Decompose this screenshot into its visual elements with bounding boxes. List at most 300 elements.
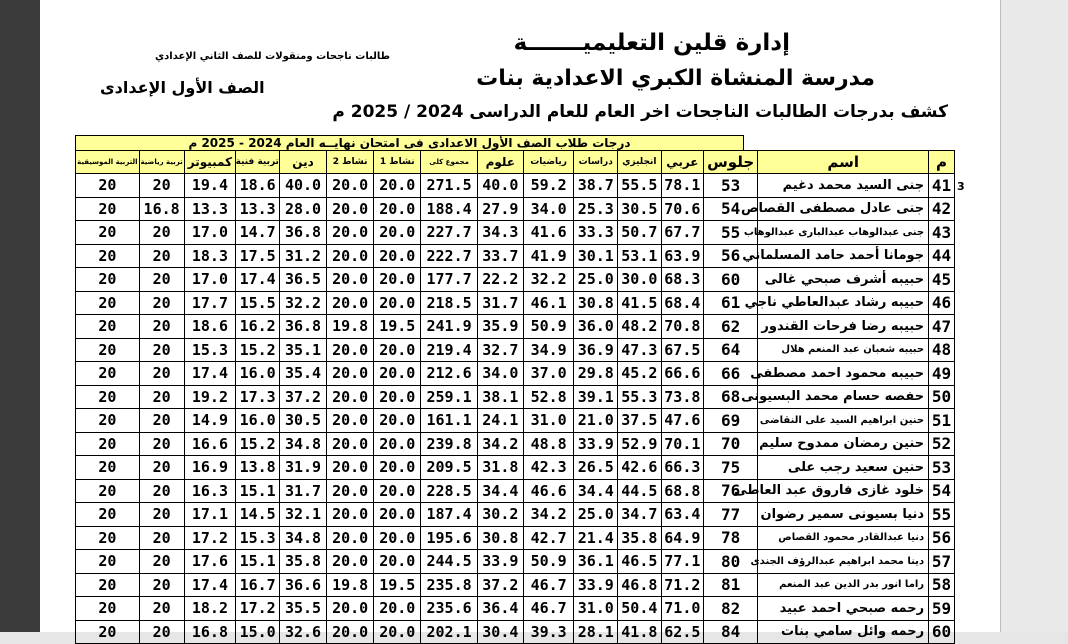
table-cell: 20 (139, 338, 184, 362)
table-cell: 20 (139, 362, 184, 386)
administration-heading: إدارة قلين التعليميـــــــة (513, 30, 790, 56)
table-cell: 64 (704, 338, 758, 362)
table-cell: 14.7 (236, 221, 280, 245)
table-cell: 20.0 (327, 503, 374, 527)
table-cell: 46.1 (523, 291, 574, 315)
table-cell: 259.1 (421, 385, 478, 409)
table-cell: 35.4 (279, 362, 326, 386)
table-row (76, 244, 955, 268)
table-cell: 20 (76, 550, 140, 574)
table-cell: 20.0 (374, 526, 421, 550)
table-cell: 30.4 (477, 620, 523, 644)
table-cell: 82 (704, 597, 758, 621)
table-cell: 70.1 (661, 432, 703, 456)
table-banner: درجات طلاب الصف الأول الاعدادى فى امتحان نهايــه العام 2024 - 2025 م (75, 135, 744, 150)
table-cell: 41.5 (618, 291, 662, 315)
student-name-cell: حنين سعيد رجب على (758, 456, 929, 480)
table-cell: 42.3 (523, 456, 574, 480)
table-cell: 20 (76, 597, 140, 621)
table-cell: 20.0 (327, 291, 374, 315)
table-cell: 20 (76, 432, 140, 456)
table-cell: 60 (704, 268, 758, 292)
table-cell: 35.8 (279, 550, 326, 574)
column-header: دين (279, 151, 326, 174)
student-name-cell: دنيا بسيونى سمير رضوان (758, 503, 929, 527)
table-row (76, 291, 955, 315)
column-header: اسم (758, 151, 929, 174)
table-cell: 161.1 (421, 409, 478, 433)
table-cell: 84 (704, 620, 758, 644)
table-cell: 70 (704, 432, 758, 456)
table-cell: 39.1 (574, 385, 618, 409)
table-cell: 37.2 (477, 573, 523, 597)
table-cell: 16.3 (184, 479, 236, 503)
table-cell: 20.0 (327, 456, 374, 480)
table-cell: 20.0 (327, 597, 374, 621)
table-cell: 13.8 (236, 456, 280, 480)
student-name-cell: راما انور بدر الدين عبد المنعم (758, 573, 929, 597)
table-cell: 17.3 (236, 385, 280, 409)
table-cell: 52.8 (523, 385, 574, 409)
table-cell: 80 (704, 550, 758, 574)
table-cell: 66.3 (661, 456, 703, 480)
table-cell: 54 (704, 197, 758, 221)
table-cell: 31.0 (523, 409, 574, 433)
column-header: مجموع كلى (421, 151, 478, 174)
table-cell: 20 (139, 503, 184, 527)
table-cell: 34.3 (477, 221, 523, 245)
table-cell: 50.9 (523, 550, 574, 574)
table-cell: 28.1 (574, 620, 618, 644)
table-cell: 17.4 (236, 268, 280, 292)
table-cell: 18.3 (184, 244, 236, 268)
table-cell: 27.9 (477, 197, 523, 221)
table-cell: 20.0 (327, 620, 374, 644)
table-cell: 34.2 (477, 432, 523, 456)
table-cell: 18.2 (184, 597, 236, 621)
table-cell: 55 (704, 221, 758, 245)
table-row (76, 221, 955, 245)
table-cell: 54 (929, 479, 955, 503)
table-cell: 20 (139, 550, 184, 574)
table-cell: 59.2 (523, 174, 574, 198)
column-header: جلوس (704, 151, 758, 174)
table-cell: 239.8 (421, 432, 478, 456)
table-cell: 34.8 (279, 526, 326, 550)
table-cell: 16.2 (236, 315, 280, 339)
table-cell: 30.8 (477, 526, 523, 550)
table-cell: 42.7 (523, 526, 574, 550)
table-cell: 47.6 (661, 409, 703, 433)
table-row (76, 573, 955, 597)
table-cell: 37.0 (523, 362, 574, 386)
table-cell: 42 (929, 197, 955, 221)
table-cell: 77.1 (661, 550, 703, 574)
table-cell: 20.0 (374, 620, 421, 644)
table-cell: 47 (929, 315, 955, 339)
table-row (76, 526, 955, 550)
student-name-cell: خلود غازى فاروق عبد العاطى (758, 479, 929, 503)
table-cell: 15.0 (236, 620, 280, 644)
table-cell: 21.4 (574, 526, 618, 550)
grade-label: الصف الأول الإعدادى (100, 78, 265, 97)
table-cell: 68 (704, 385, 758, 409)
column-header: رياضيات (523, 151, 574, 174)
table-row (76, 338, 955, 362)
table-cell: 20.0 (327, 244, 374, 268)
table-cell: 20 (139, 597, 184, 621)
table-cell: 16.0 (236, 362, 280, 386)
table-cell: 35.1 (279, 338, 326, 362)
student-name-cell: رحمه وائل سامي بنات (758, 620, 929, 644)
table-cell: 20 (76, 268, 140, 292)
table-cell: 49 (929, 362, 955, 386)
table-cell: 20 (139, 526, 184, 550)
table-cell: 30.5 (618, 197, 662, 221)
table-cell: 20 (76, 479, 140, 503)
table-cell: 20.0 (327, 432, 374, 456)
table-cell: 20 (139, 174, 184, 198)
table-cell: 15.3 (184, 338, 236, 362)
table-cell: 24.1 (477, 409, 523, 433)
table-cell: 241.9 (421, 315, 478, 339)
table-cell: 71.0 (661, 597, 703, 621)
table-cell: 20.0 (374, 244, 421, 268)
table-cell: 17.6 (184, 550, 236, 574)
table-cell: 20 (139, 221, 184, 245)
table-cell: 34.4 (477, 479, 523, 503)
table-cell: 227.7 (421, 221, 478, 245)
table-cell: 37.5 (618, 409, 662, 433)
table-cell: 46.8 (618, 573, 662, 597)
table-cell: 46 (929, 291, 955, 315)
table-cell: 64.9 (661, 526, 703, 550)
table-cell: 52.9 (618, 432, 662, 456)
table-cell: 68.4 (661, 291, 703, 315)
column-header: علوم (477, 151, 523, 174)
table-cell: 50.7 (618, 221, 662, 245)
table-cell: 33.9 (574, 432, 618, 456)
grades-table (75, 150, 955, 644)
table-cell: 61 (704, 291, 758, 315)
table-cell: 59 (929, 597, 955, 621)
student-name-cell: حبيبه أشرف صبحي غالى (758, 268, 929, 292)
table-cell: 17.1 (184, 503, 236, 527)
table-cell: 17.5 (236, 244, 280, 268)
table-cell: 36.0 (574, 315, 618, 339)
table-cell: 53 (929, 456, 955, 480)
table-cell: 19.5 (374, 573, 421, 597)
table-cell: 20 (76, 573, 140, 597)
table-cell: 21.0 (574, 409, 618, 433)
table-cell: 34.4 (574, 479, 618, 503)
table-cell: 20 (76, 385, 140, 409)
table-cell: 81 (704, 573, 758, 597)
table-cell: 46.6 (523, 479, 574, 503)
table-cell: 25.0 (574, 503, 618, 527)
table-cell: 20 (76, 197, 140, 221)
table-row (76, 503, 955, 527)
table-cell: 36.8 (279, 221, 326, 245)
table-cell: 20.0 (374, 456, 421, 480)
table-cell: 20 (76, 244, 140, 268)
table-cell: 69 (704, 409, 758, 433)
table-cell: 18.6 (184, 315, 236, 339)
table-cell: 52 (929, 432, 955, 456)
table-cell: 15.1 (236, 550, 280, 574)
table-cell: 20 (76, 409, 140, 433)
table-cell: 20.0 (327, 526, 374, 550)
table-cell: 271.5 (421, 174, 478, 198)
table-cell: 34.0 (523, 197, 574, 221)
table-cell: 20.0 (374, 550, 421, 574)
table-row (76, 550, 955, 574)
table-cell: 44 (929, 244, 955, 268)
table-cell: 188.4 (421, 197, 478, 221)
table-cell: 36.1 (574, 550, 618, 574)
table-cell: 20.0 (374, 174, 421, 198)
table-cell: 30.1 (574, 244, 618, 268)
student-name-cell: جومانا أحمد حامد المسلماني (758, 244, 929, 268)
table-cell: 62.5 (661, 620, 703, 644)
table-cell: 37.2 (279, 385, 326, 409)
table-cell: 16.0 (236, 409, 280, 433)
column-header: تربية رياضية (139, 151, 184, 174)
table-cell: 20.0 (327, 550, 374, 574)
student-name-cell: جنى السيد محمد دغيم (758, 174, 929, 198)
table-cell: 68.3 (661, 268, 703, 292)
table-cell: 177.7 (421, 268, 478, 292)
table-cell: 20 (76, 315, 140, 339)
table-cell: 20 (139, 244, 184, 268)
column-header: التربية الموسيقية (76, 151, 140, 174)
table-cell: 33.3 (574, 221, 618, 245)
table-cell: 30.8 (574, 291, 618, 315)
promotion-note: طالبات ناجحات ومنقولات للصف الثاني الإعدادي (155, 51, 391, 62)
table-cell: 17.4 (184, 362, 236, 386)
table-cell: 30.2 (477, 503, 523, 527)
table-cell: 44.5 (618, 479, 662, 503)
student-name-cell: حبيبه رشاد عبدالعاطي ناجي (758, 291, 929, 315)
table-cell: 29.8 (574, 362, 618, 386)
table-cell: 31.7 (477, 291, 523, 315)
table-row (76, 597, 955, 621)
table-cell: 15.2 (236, 432, 280, 456)
table-cell: 34.9 (523, 338, 574, 362)
table-cell: 33.9 (477, 550, 523, 574)
table-cell: 20 (139, 409, 184, 433)
table-cell: 20.0 (327, 174, 374, 198)
table-cell: 38.1 (477, 385, 523, 409)
table-cell: 34.8 (279, 432, 326, 456)
table-cell: 20 (139, 456, 184, 480)
table-cell: 41.9 (523, 244, 574, 268)
table-row (76, 409, 955, 433)
table-row (76, 432, 955, 456)
table-cell: 235.8 (421, 573, 478, 597)
table-cell: 244.5 (421, 550, 478, 574)
table-cell: 20.0 (374, 597, 421, 621)
table-cell: 20.0 (374, 197, 421, 221)
table-cell: 20.0 (327, 362, 374, 386)
table-cell: 20.0 (327, 221, 374, 245)
table-cell: 32.6 (279, 620, 326, 644)
table-cell: 16.9 (184, 456, 236, 480)
table-cell: 31.9 (279, 456, 326, 480)
report-title: كشف بدرجات الطالبات الناجحات اخر العام للعام الدراسى 2024 / 2025 م (332, 102, 948, 122)
table-cell: 46.7 (523, 597, 574, 621)
table-cell: 70.8 (661, 315, 703, 339)
table-cell: 50 (929, 385, 955, 409)
table-cell: 20 (139, 291, 184, 315)
table-cell: 58 (929, 573, 955, 597)
table-cell: 76 (704, 479, 758, 503)
table-cell: 20.0 (374, 221, 421, 245)
table-row (76, 385, 955, 409)
table-cell: 20 (76, 174, 140, 198)
document-page (40, 0, 1000, 642)
table-cell: 62 (704, 315, 758, 339)
table-cell: 78 (704, 526, 758, 550)
table-cell: 14.9 (184, 409, 236, 433)
table-cell: 43 (929, 221, 955, 245)
table-cell: 19.5 (374, 315, 421, 339)
table-cell: 202.1 (421, 620, 478, 644)
table-cell: 20.0 (374, 409, 421, 433)
table-cell: 20 (139, 573, 184, 597)
table-cell: 77 (704, 503, 758, 527)
table-cell: 36.8 (279, 315, 326, 339)
table-cell: 31.7 (279, 479, 326, 503)
table-cell: 15.1 (236, 479, 280, 503)
table-cell: 17.2 (184, 526, 236, 550)
table-cell: 20 (76, 338, 140, 362)
table-cell: 195.6 (421, 526, 478, 550)
table-row (76, 268, 955, 292)
table-cell: 63.4 (661, 503, 703, 527)
table-cell: 212.6 (421, 362, 478, 386)
table-cell: 55.5 (618, 174, 662, 198)
table-cell: 20.0 (374, 503, 421, 527)
table-cell: 42.6 (618, 456, 662, 480)
column-header: انجليزي (618, 151, 662, 174)
table-cell: 35.8 (618, 526, 662, 550)
table-cell: 15.5 (236, 291, 280, 315)
table-cell: 73.8 (661, 385, 703, 409)
table-row (76, 456, 955, 480)
table-cell: 20.0 (374, 479, 421, 503)
table-cell: 36.5 (279, 268, 326, 292)
column-header: نشاط 1 (374, 151, 421, 174)
table-cell: 56 (704, 244, 758, 268)
table-cell: 19.2 (184, 385, 236, 409)
student-name-cell: حبيبه شعبان عبد المنعم هلال (758, 338, 929, 362)
table-cell: 41.8 (618, 620, 662, 644)
table-cell: 17.0 (184, 268, 236, 292)
column-header: م (929, 151, 955, 174)
table-cell: 20 (139, 479, 184, 503)
table-cell: 63.9 (661, 244, 703, 268)
table-cell: 55.3 (618, 385, 662, 409)
student-name-cell: حنين ابراهيم السيد على النقاضى (758, 409, 929, 433)
table-cell: 14.5 (236, 503, 280, 527)
table-cell: 20.0 (327, 479, 374, 503)
column-header: تربية فنية (236, 151, 280, 174)
table-cell: 32.7 (477, 338, 523, 362)
student-name-cell: دينا محمد ابراهيم عبدالرؤف الجندى (758, 550, 929, 574)
student-name-cell: حنين رمضان ممدوح سليم (758, 432, 929, 456)
table-cell: 48 (929, 338, 955, 362)
table-cell: 20.0 (374, 385, 421, 409)
table-cell: 22.2 (477, 268, 523, 292)
table-row (76, 197, 955, 221)
table-cell: 33.9 (574, 573, 618, 597)
table-cell: 20 (139, 315, 184, 339)
table-cell: 56 (929, 526, 955, 550)
table-cell: 222.7 (421, 244, 478, 268)
right-frame (1000, 0, 1068, 632)
table-cell: 20.0 (327, 338, 374, 362)
table-cell: 25.3 (574, 197, 618, 221)
table-cell: 47.3 (618, 338, 662, 362)
table-cell: 19.8 (327, 315, 374, 339)
table-cell: 17.4 (184, 573, 236, 597)
table-cell: 16.8 (139, 197, 184, 221)
table-cell: 25.0 (574, 268, 618, 292)
table-cell: 67.7 (661, 221, 703, 245)
table-cell: 13.3 (236, 197, 280, 221)
table-cell: 20.0 (327, 385, 374, 409)
table-cell: 20.0 (374, 338, 421, 362)
table-cell: 20 (76, 291, 140, 315)
table-row (76, 174, 955, 198)
table-cell: 36.6 (279, 573, 326, 597)
table-cell: 41 (929, 174, 955, 198)
table-cell: 16.8 (184, 620, 236, 644)
column-header: دراسات (574, 151, 618, 174)
table-cell: 34.2 (523, 503, 574, 527)
table-cell: 40.0 (477, 174, 523, 198)
table-cell: 50.9 (523, 315, 574, 339)
table-row (76, 479, 955, 503)
left-frame (0, 0, 40, 632)
table-cell: 20.0 (327, 409, 374, 433)
student-name-cell: حفصه حسام محمد البسيونى (758, 385, 929, 409)
table-cell: 36.4 (477, 597, 523, 621)
table-cell: 20 (139, 432, 184, 456)
table-cell: 53 (704, 174, 758, 198)
table-cell: 20 (76, 526, 140, 550)
table-cell: 20.0 (374, 362, 421, 386)
student-name-cell: جنى عادل مصطفى القصاص (758, 197, 929, 221)
table-cell: 20.0 (374, 291, 421, 315)
table-cell: 19.4 (184, 174, 236, 198)
table-cell: 20 (76, 221, 140, 245)
table-cell: 30.0 (618, 268, 662, 292)
table-cell: 57 (929, 550, 955, 574)
student-name-cell: جنى عبدالوهاب عبدالبارى عبدالوهاب (758, 221, 929, 245)
table-cell: 235.6 (421, 597, 478, 621)
table-cell: 40.0 (279, 174, 326, 198)
table-cell: 228.5 (421, 479, 478, 503)
table-cell: 34.7 (618, 503, 662, 527)
table-cell: 39.3 (523, 620, 574, 644)
table-cell: 46.7 (523, 573, 574, 597)
table-cell: 68.8 (661, 479, 703, 503)
table-cell: 15.2 (236, 338, 280, 362)
table-cell: 26.5 (574, 456, 618, 480)
table-cell: 67.5 (661, 338, 703, 362)
